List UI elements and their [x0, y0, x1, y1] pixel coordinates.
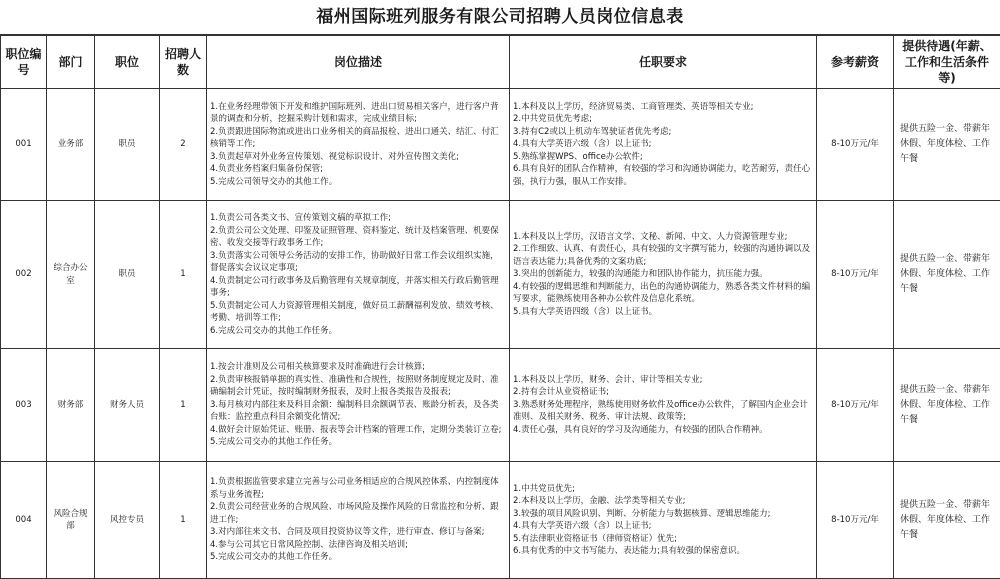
- cell-description: [207, 201, 510, 349]
- cell-count: 1: [160, 201, 207, 349]
- header-row: [1, 36, 1000, 89]
- requirement-item: 4.有较强的逻辑思维和判断能力，出色的沟通协调能力，熟悉各类文件材料的编写要求，能熟练使用各种办公软件及信息化系统。: [513, 281, 813, 306]
- cell-requirements: [510, 89, 817, 201]
- cell-benefits: 提供五险一金、带薪年休假、年度体检、工作午餐: [894, 349, 1000, 462]
- description-item: 1.在业务经理带领下开发和维护国际班列、进出口贸易相关客户，进行客户背景的调查和分析，挖掘采购计划和需求，完成业绩目标;: [210, 101, 506, 126]
- cell-requirements: [510, 462, 817, 579]
- requirement-item: 5.有法律职业资格证书（律师资格证）优先;: [513, 533, 813, 546]
- requirement-item: 3.较强的项目风险识别、判断、分析能力与数据核算、逻辑思维能力;: [513, 508, 813, 521]
- description-item: 2.负责跟进国际物流或进出口业务相关的商品报检、进出口通关、结汇、付汇核销等工作;: [210, 126, 506, 151]
- cell-requirements: [510, 201, 817, 349]
- cell-description: [207, 89, 510, 201]
- description-item: 1.负责根据监管要求建立完善与公司业务相适应的合规风控体系、内控制度体系与业务流程;: [210, 476, 506, 501]
- header-requirements: 任职要求: [510, 36, 817, 89]
- cell-salary: 8-10万元/年: [817, 201, 894, 349]
- description-item: 4.做好会计原始凭证、账册、报表等会计档案的管理工作，定期分类装订立卷;: [210, 424, 506, 437]
- requirement-item: 1.本科及以上学历，汉语言文学、文秘、新闻、中文、人力资源管理专业;: [513, 231, 813, 244]
- cell-salary: 8-10万元/年: [817, 89, 894, 201]
- description-item: 2.负责公司经营业务的合规风险、市场风险及操作风险的日常监控和分析、跟进工作;: [210, 501, 506, 526]
- cell-code: 003: [1, 349, 47, 462]
- cell-dept: 财务部: [47, 349, 95, 462]
- requirement-item: 3.突出的创新能力，较强的沟通能力和团队协作能力，抗压能力强。: [513, 268, 813, 281]
- job-info-table: [0, 35, 1000, 579]
- table-row: [1, 89, 1000, 201]
- description-item: 1.负责公司各类文书、宣传策划文稿的草拟工作;: [210, 212, 506, 225]
- cell-position: 职员: [95, 89, 160, 201]
- description-item: 3.负责落实公司领导公务活动的安排工作，协助做好日常工作会议组织实施，督促落实会议议定事项;: [210, 250, 506, 275]
- requirement-item: 1.本科及以上学历，财务、会计、审计等相关专业;: [513, 374, 813, 387]
- requirement-item: 2.持有会计从业资格证书;: [513, 386, 813, 399]
- requirement-item: 2.中共党员优先考虑;: [513, 113, 813, 126]
- description-item: 4.负责业务档案归集备份保管;: [210, 163, 506, 176]
- description-item: 3.每月核对内部往来及科目余额：编制科目余额调节表、账龄分析表，及各类台账：监控重点科目余额变化情况;: [210, 399, 506, 424]
- header-count: 招聘人数: [160, 36, 207, 89]
- header-code: 职位编号: [1, 36, 47, 89]
- description-item: 5.完成公司交办的其他工作任务。: [210, 551, 506, 564]
- cell-dept: 综合办公室: [47, 201, 95, 349]
- cell-code: 004: [1, 462, 47, 579]
- cell-position: 职员: [95, 201, 160, 349]
- cell-benefits: 提供五险一金、带薪年休假、年度体检、工作午餐: [894, 462, 1000, 579]
- requirement-item: 3.持有C2或以上机动车驾驶证者优先考虑;: [513, 126, 813, 139]
- requirement-item: 4.具有大学英语六级（含）以上证书;: [513, 138, 813, 151]
- table-row: [1, 462, 1000, 579]
- header-salary: 参考薪资: [817, 36, 894, 89]
- cell-position: 财务人员: [95, 349, 160, 462]
- requirement-item: 6.具有良好的团队合作精神，有较强的学习和沟通协调能力，吃苦耐劳，责任心强，执行力强，服从工作安排。: [513, 163, 813, 188]
- requirement-item: 2.本科及以上学历，金融、法学类等相关专业;: [513, 495, 813, 508]
- header-benefits: 提供待遇(年薪、工作和生活条件等): [894, 36, 1000, 89]
- cell-position: 风控专员: [95, 462, 160, 579]
- requirement-item: 1.本科及以上学历，经济贸易类、工商管理类、英语等相关专业;: [513, 101, 813, 114]
- description-item: 4.负责制定公司行政事务及后勤管理有关规章制度，并落实相关行政后勤管理事务;: [210, 275, 506, 300]
- requirement-item: 2.工作细致、认真、有责任心，具有较强的文字撰写能力，较强的沟通协调以及语言表达能力;具备优秀的文案功底;: [513, 243, 813, 268]
- cell-count: 1: [160, 349, 207, 462]
- cell-requirements: [510, 349, 817, 462]
- cell-dept: 业务部: [47, 89, 95, 201]
- cell-code: 002: [1, 201, 47, 349]
- description-item: 2.负责公司公文处理、印鉴及证照管理、资料鉴定、统计及档案管理、机要保密、收发交接等行政事务工作;: [210, 225, 506, 250]
- description-item: 1.按会计准则及公司相关核算要求及时准确进行会计核算;: [210, 361, 506, 374]
- requirement-item: 5.熟练掌握WPS、office办公软件;: [513, 151, 813, 164]
- description-item: 5.完成公司交办的其他工作任务。: [210, 436, 506, 449]
- description-item: 4.参与公司其它日常风险控制、法律咨询及相关培训;: [210, 539, 506, 552]
- cell-description: [207, 349, 510, 462]
- cell-dept: 风险合规部: [47, 462, 95, 579]
- requirement-item: 4.责任心强，具有良好的学习及沟通能力，有较强的团队合作精神。: [513, 424, 813, 437]
- description-item: 5.完成公司领导交办的其他工作。: [210, 176, 506, 189]
- cell-description: [207, 462, 510, 579]
- page-title: 福州国际班列服务有限公司招聘人员岗位信息表: [0, 0, 1000, 35]
- header-dept: 部门: [47, 36, 95, 89]
- table-row: [1, 201, 1000, 349]
- requirement-item: 6.具有优秀的中文书写能力、表达能力;具有较强的保密意识。: [513, 545, 813, 558]
- requirement-item: 1.中共党员优先;: [513, 483, 813, 496]
- description-item: 2.负责审核报销单据的真实性、准确性和合规性，按照财务制度规定及时、准确编制会计凭证，按时编制财务报表，及时上报各类报告及报表;: [210, 374, 506, 399]
- table-row: [1, 349, 1000, 462]
- header-position: 职位: [95, 36, 160, 89]
- requirement-item: 4.具有大学英语六级（含）以上证书;: [513, 520, 813, 533]
- description-item: 3.对内部往来文书、合同及项目投资协议等文件，进行审查、修订与备案;: [210, 526, 506, 539]
- requirement-item: 3.熟悉财务处理程序，熟练使用财务软件及office办公软件，了解国内企业会计准则、及相关财务、税务、审计法规、政策等;: [513, 399, 813, 424]
- cell-count: 2: [160, 89, 207, 201]
- cell-salary: 8-10万元/年: [817, 462, 894, 579]
- description-item: 6.完成公司交办的其他工作任务。: [210, 325, 506, 338]
- cell-benefits: 提供五险一金、带薪年休假、年度体检、工作午餐: [894, 201, 1000, 349]
- header-description: 岗位描述: [207, 36, 510, 89]
- cell-benefits: 提供五险一金、带薪年休假、年度体检、工作午餐: [894, 89, 1000, 201]
- description-item: 3.负责起草对外业务宣传策划、视觉标识设计、对外宣传图文美化;: [210, 151, 506, 164]
- requirement-item: 5.具有大学英语四级（含）以上证书。: [513, 306, 813, 319]
- cell-count: 1: [160, 462, 207, 579]
- cell-code: 001: [1, 89, 47, 201]
- description-item: 5.负责制定公司人力资源管理相关制度，做好员工薪酬福利发放、绩效考核、考勤、培训等工作;: [210, 300, 506, 325]
- cell-salary: 8-10万元/年: [817, 349, 894, 462]
